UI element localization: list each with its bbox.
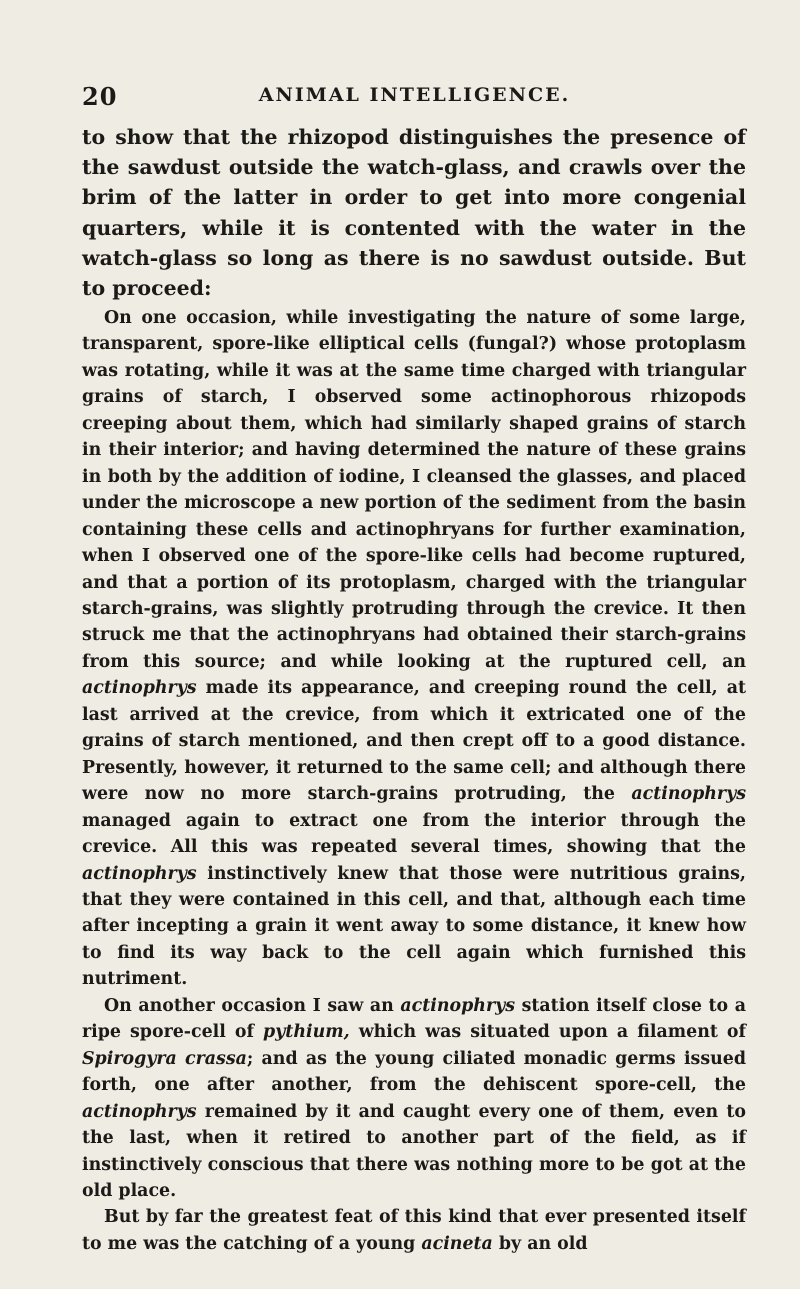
extract-paragraph-1	[82, 305, 746, 993]
italic-term: actinophrys	[82, 863, 197, 884]
text-run: On one occasion, while investigating the nature of some large, transparent, spore-like elliptical cells (fungal?) whose protoplasm was rotating, while it was at the same time charged with triangular grains of starch, I observed some actinophorous rhizopods creeping about them, which had similarly shaped grains of starch in their interior; and having determined the nature of these grains in both by the addition of iodine, I cleansed the glasses, and placed under the microscope a new portion of the sediment from the basin containing these cells and actinophryans for further examination, when I observed one of the spore-like cells had become ruptured, and that a portion of its protoplasm, charged with the triangular starch-grains, was slightly protruding through the crevice. It then struck me that the actinophryans had obtained their starch-grains from this source; and while looking at the ruptured cell, an	[82, 308, 746, 672]
lead-paragraph	[82, 122, 746, 303]
text-run: But by far the greatest feat of this kind that ever presented itself to me was the catching of a young	[82, 1207, 746, 1254]
italic-term: acineta	[421, 1233, 493, 1254]
text-run: instinctively knew that those were nutritious grains, that they were contained in this cell, and that, although each time after incepting a grain it went away to some distance, it knew how to find its way back to the cell again which furnished this nutriment.	[82, 863, 746, 990]
text-run: which was situated upon a filament of	[349, 1022, 746, 1043]
text-run: managed again to extract one from the interior through the crevice. All this was repeated several times, showing that the	[82, 810, 746, 858]
italic-term: actinophrys	[82, 1101, 197, 1122]
italic-term: Spirogyra crassa	[82, 1048, 247, 1069]
extract-paragraph-2	[82, 993, 746, 1205]
text-run: by an old	[492, 1233, 588, 1254]
italic-term: actinophrys	[400, 995, 516, 1016]
extract-paragraph-3	[82, 1204, 746, 1257]
italic-term: pythium,	[263, 1022, 350, 1043]
text-run: ; and as the young ciliated monadic germs issued forth, one after another, from the dehiscent spore-cell, the	[82, 1048, 746, 1096]
running-title: ANIMAL INTELLIGENCE.	[258, 84, 571, 106]
quoted-extract	[82, 305, 746, 1257]
italic-term: actinophrys	[631, 784, 746, 805]
running-head	[82, 82, 747, 112]
page-number: 20	[82, 82, 118, 111]
lead-paragraph-text: to show that the rhizopod distinguishes the presence of the sawdust outside the watch-glass, and crawls over the brim of the latter in order to get into more congenial quarters, while it is contented with the water in the watch-glass so long as there is no sawdust outside. But to proceed:	[82, 125, 746, 301]
italic-term: actinophrys	[82, 678, 197, 699]
text-run: remained by it and caught every one of them, even to the last, when it retired to another part of the field, as if instinctively conscious that there was nothing more to be got at the old place.	[82, 1101, 746, 1201]
text-run: station itself close to a ripe spore-cell of	[82, 995, 746, 1043]
text-run: made its appearance, and creeping round the cell, at last arrived at the crevice, from which it extricated one of the grains of starch mentioned, and then crept off to a good distance. Presently, however, it returned to the same cell; and although there were now no more starch-grains protruding, the	[82, 678, 746, 805]
text-run: On another occasion I saw an	[104, 995, 401, 1016]
